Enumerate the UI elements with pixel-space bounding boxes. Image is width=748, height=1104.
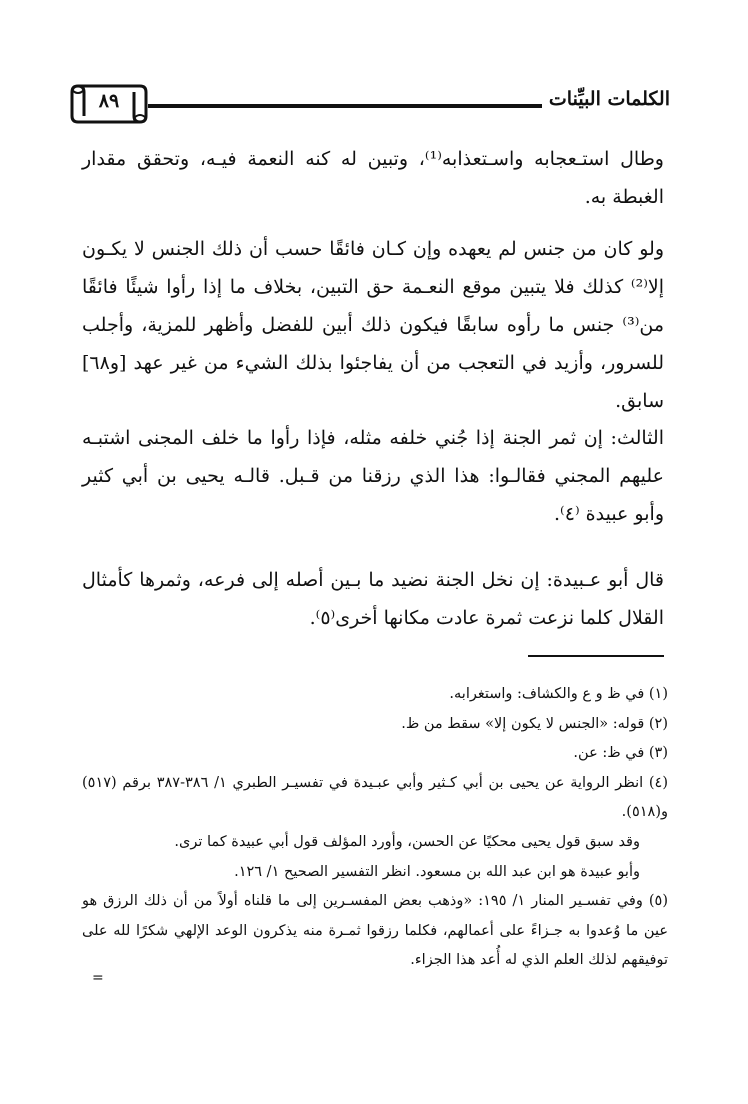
footnote-4-continued-a: وقد سبق قول يحيى محكيًا عن الحسن، وأورد المؤلف قول أبي عبيدة كما ترى. <box>174 833 640 850</box>
body-paragraph-1: وطال استـعجابه واسـتعذابه⁽¹⁾، وتبين له كنه النعمة فيـه، وتحقق مقدار الغبطة به. <box>82 148 664 208</box>
body-paragraph-2: ولو كان من جنس لم يعهده وإن كـان فائقًا حسب أن ذلك الجنس لا يكـون إلا⁽²⁾ كذلك فلا يتبين موقع النعـمة حق التبين، بخلاف ما إذا رأوا شيئًا فائقًا من⁽³⁾ جنس ما رأوه سابقًا فيكون ذلك أبين للفضل وأظهر للمزية، وأجلب للسرور، وأزيد في التعجب من أن يفاجئوا بذلك الشيء من غير عهد [و٦٨] سابق. <box>82 238 664 412</box>
footnote-4: (٤) انظر الرواية عن يحيى بن أبي كـثير وأبي عبـيدة في تفسيـر الطبري ١/ ٣٨٦-٣٨٧ برقم (٥١٧) و(٥١٨). <box>82 774 668 821</box>
footnotes <box>82 680 668 976</box>
footnote-1: (١) في ظ و ع والكشاف: واستغرابه. <box>449 686 668 702</box>
footnote-separator <box>528 655 664 657</box>
page-header <box>70 78 670 128</box>
continuation-mark: = <box>92 970 104 986</box>
footnote-2: (٢) قوله: «الجنس لا يكون إلا» سقط من ظ. <box>401 715 668 732</box>
body-paragraph-4: قال أبو عـبيدة: إن نخل الجنة نضيد ما بـين أصله إلى فرعه، وثمرها كأمثال القلال كلما نزعت ثمرة عادت مكانها أخرى⁽٥⁾. <box>82 569 664 629</box>
header-rule <box>148 104 542 108</box>
page-number: ٨٩ <box>98 90 120 112</box>
footnote-3: (٣) في ظ: عن. <box>573 745 668 762</box>
footnote-5: (٥) وفي تفسـير المنار ١/ ١٩٥: «وذهب بعض المفسـرين إلى ما قلناه أولاً من أن ذلك الرزق هو عين ما وُعدوا به جـزاءً على أعمالهم، فكلما رزقوا ثمـرة منه يذكرون الوعد الإلهي شكرًا لله على توفيقهم لذلك العلم الذي له أُعد هذا الجزاء. <box>82 893 668 969</box>
running-title: الكلمات البيِّنات <box>548 88 670 110</box>
body-paragraph-3: الثالث: إن ثمر الجنة إذا جُني خلفه مثله، فإذا رأوا ما خلف المجنى اشتبـه عليهم المجني فقالـوا: هذا الذي رزقنا من قـبل. قالـه يحيى بن أبي كثير وأبو عبيدة ⁽٤⁾. <box>82 427 664 525</box>
footnote-4-continued-b: وأبو عبيدة هو ابن عبد الله بن مسعود. انظر التفسير الصحيح ١/ ١٢٦. <box>234 863 640 880</box>
page-number-scroll-ornament <box>70 80 148 124</box>
